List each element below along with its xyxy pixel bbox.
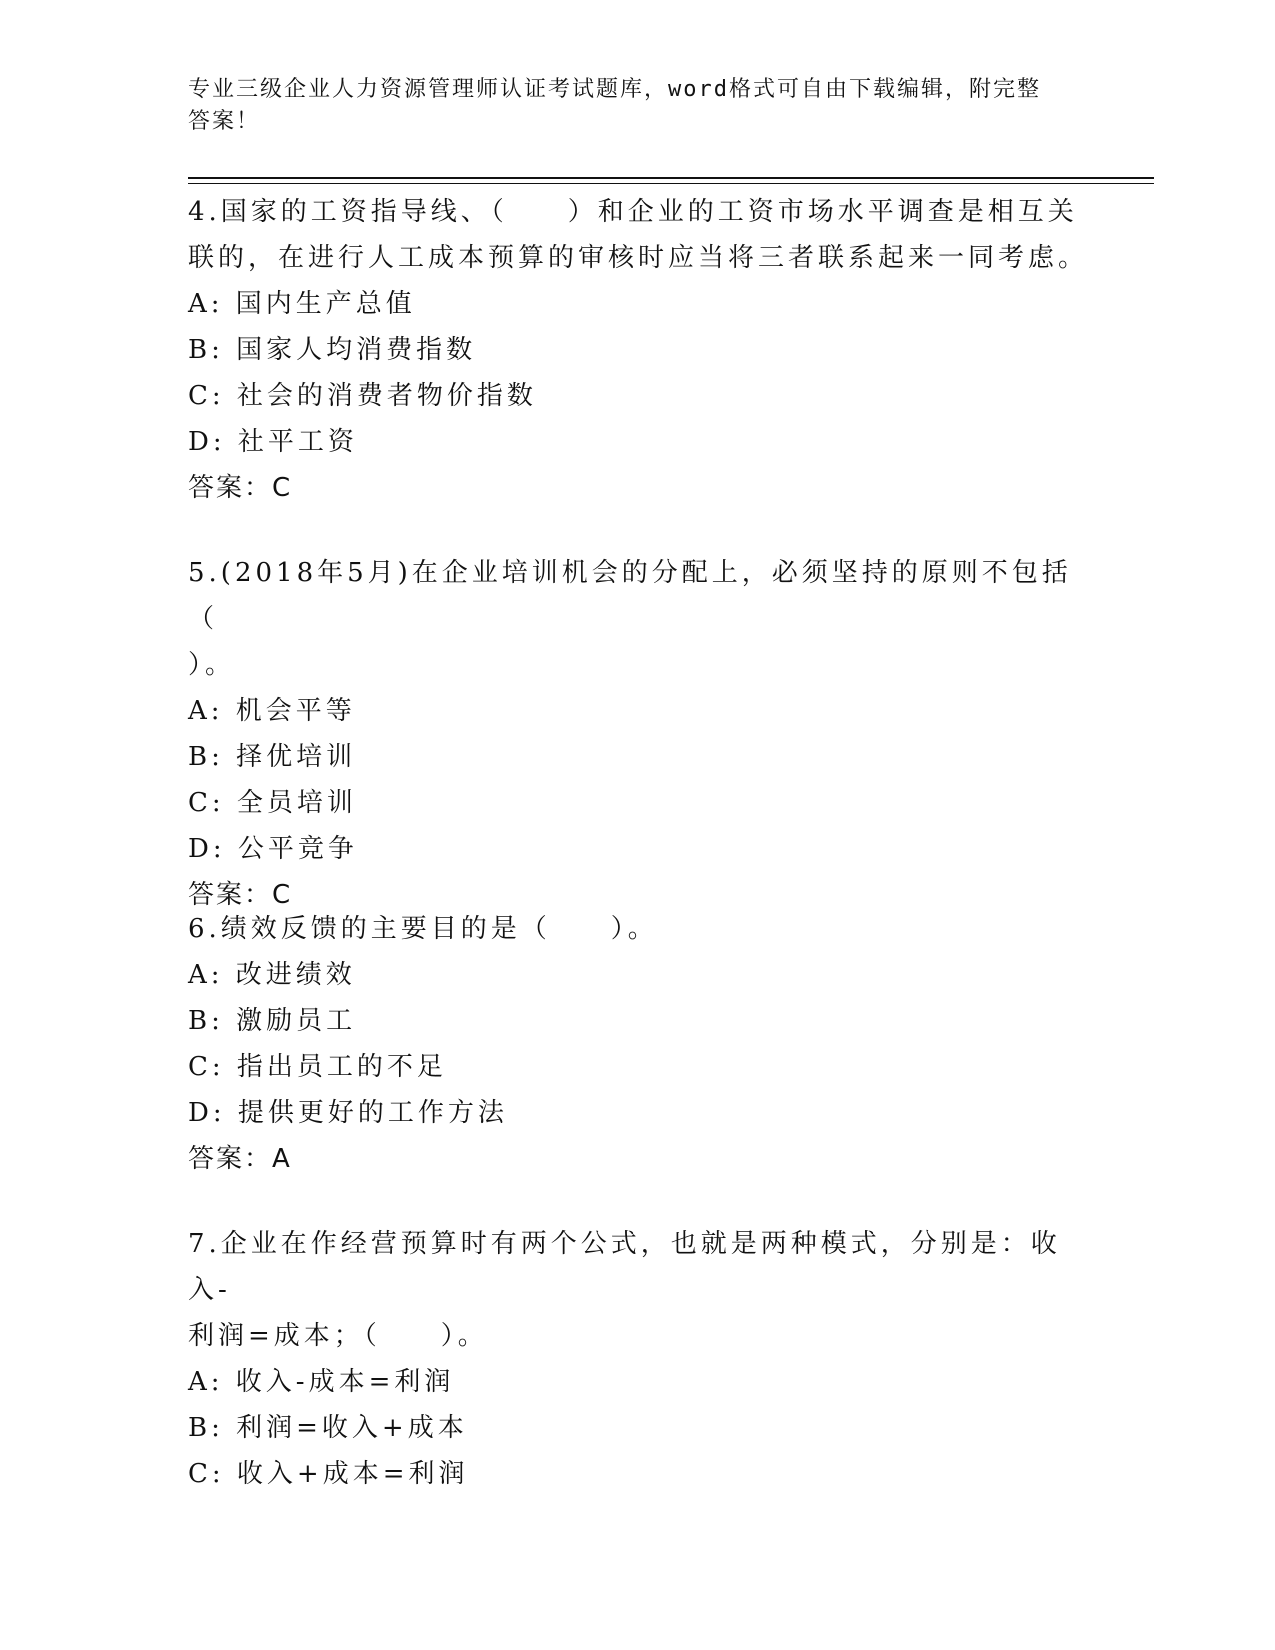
option-a: A: 改进绩效 [188,960,356,990]
header-divider-thin [188,183,1154,184]
question-6 [188,906,1088,1182]
header-line-1: 专业三级企业人力资源管理师认证考试题库，word格式可自由下载编辑，附完整 [188,77,1041,102]
answer-line: 答案：C [188,880,293,910]
option-b: B: 国家人均消费指数 [188,335,477,365]
option-a: A: 收入-成本=利润 [188,1367,455,1397]
question-stem-line: 利润=成本；（ ）。 [188,1321,488,1351]
option-b: B: 利润=收入+成本 [188,1413,468,1443]
question-stem-line: 6.绩效反馈的主要目的是（ ）。 [188,914,658,944]
question-stem-line: 联的，在进行人工成本预算的审核时应当将三者联系起来一同考虑。 [188,243,1089,273]
option-a: A: 国内生产总值 [188,289,416,319]
option-d: D: 提供更好的工作方法 [188,1098,508,1128]
question-5 [188,550,1088,918]
answer-line: 答案：C [188,473,293,503]
header-divider-thick [188,177,1154,179]
question-4 [188,189,1088,511]
document-header [188,74,1068,138]
option-c: C: 指出员工的不足 [188,1052,447,1082]
option-c: C: 全员培训 [188,788,357,818]
option-d: D: 社平工资 [188,427,358,457]
question-stem-line: 5.(2018年5月)在企业培训机会的分配上，必须坚持的原则不包括（ [188,558,1072,634]
question-7 [188,1221,1088,1497]
option-a: A: 机会平等 [188,696,356,726]
option-c: C: 收入+成本=利润 [188,1459,469,1489]
question-stem-line: 7.企业在作经营预算时有两个公式，也就是两种模式，分别是：收入- [188,1229,1061,1305]
option-d: D: 公平竞争 [188,834,358,864]
question-stem-line: ）。 [188,650,236,680]
option-c: C: 社会的消费者物价指数 [188,381,537,411]
answer-line: 答案：A [188,1144,292,1174]
option-b: B: 择优培训 [188,742,357,772]
option-b: B: 激励员工 [188,1006,357,1036]
question-stem-line: 4.国家的工资指导线、（ ）和企业的工资市场水平调查是相互关 [188,197,1078,227]
header-line-2: 答案！ [188,109,261,134]
